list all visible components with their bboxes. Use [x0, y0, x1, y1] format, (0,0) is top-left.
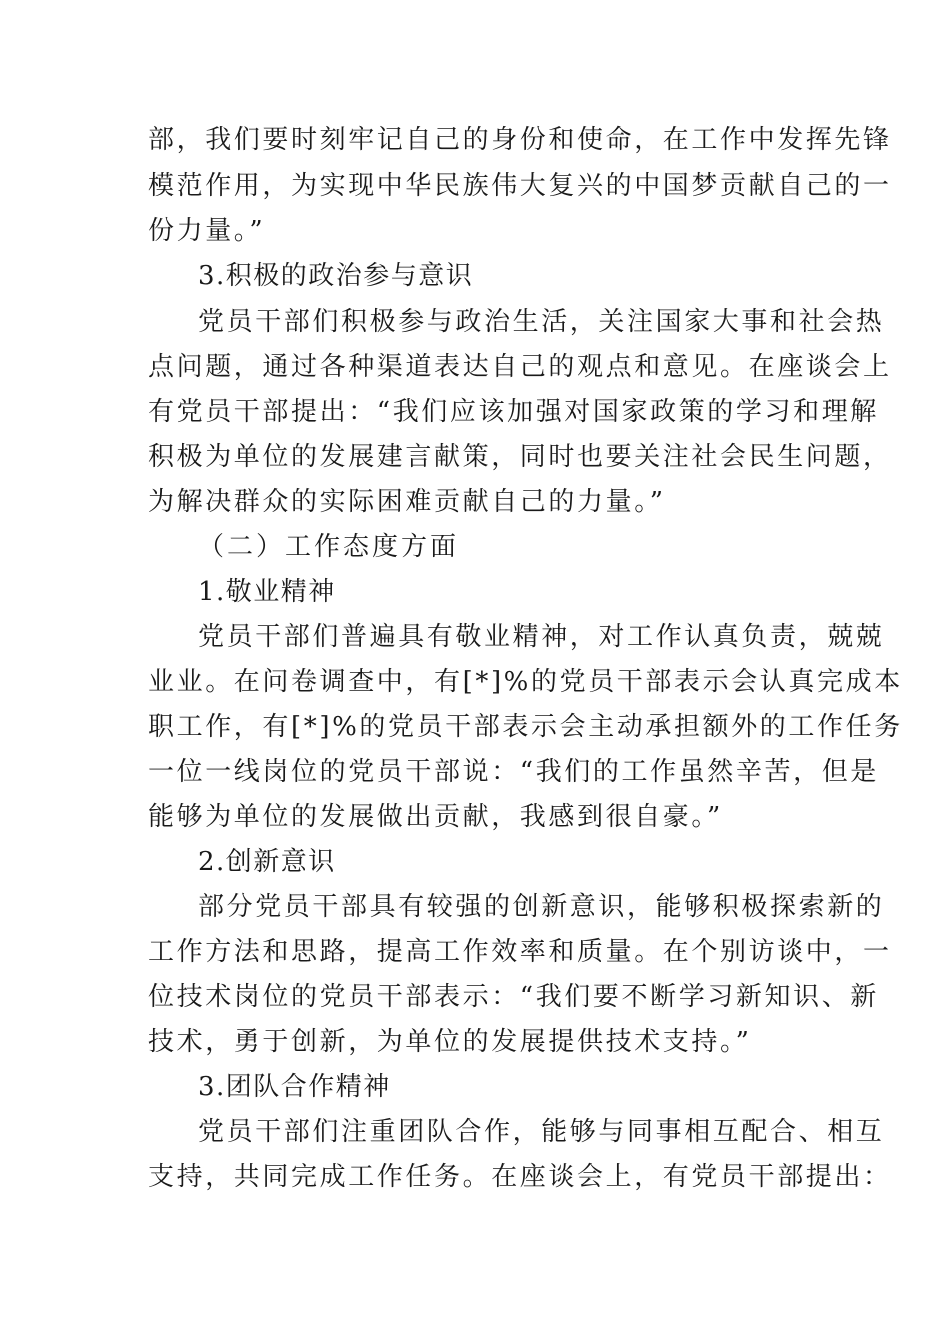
- paragraph-line: 模范作用，为实现中华民族伟大复兴的中国梦贡献自己的一: [148, 171, 892, 201]
- paragraph-line: 支持，共同完成工作任务。在座谈会上，有党员干部提出：: [148, 1162, 892, 1192]
- paragraph-line: 位技术岗位的党员干部表示：“我们要不断学习新知识、新: [148, 982, 879, 1012]
- paragraph-line: 党员干部们注重团队合作，能够与同事相互配合、相互: [198, 1117, 885, 1147]
- section-heading: 1.敬业精神: [198, 577, 336, 607]
- paragraph-line: 党员干部们普遍具有敬业精神，对工作认真负责，兢兢: [198, 622, 885, 652]
- paragraph-line: 一位一线岗位的党员干部说：“我们的工作虽然辛苦，但是: [148, 757, 879, 787]
- paragraph-line: 份力量。”: [148, 216, 266, 246]
- subsection-heading: （二）工作态度方面: [198, 532, 460, 562]
- paragraph-line: 有党员干部提出：“我们应该加强对国家政策的学习和理解: [148, 397, 879, 427]
- paragraph-line: 业业。在问卷调查中，有[*]%的党员干部表示会认真完成本: [148, 667, 903, 697]
- paragraph-line: 能够为单位的发展做出贡献，我感到很自豪。”: [148, 802, 723, 832]
- paragraph-line: 党员干部们积极参与政治生活，关注国家大事和社会热: [198, 307, 885, 337]
- paragraph-line: 积极为单位的发展建言献策，同时也要关注社会民生问题，: [148, 442, 892, 472]
- paragraph-line: 点问题，通过各种渠道表达自己的观点和意见。在座谈会上: [148, 352, 892, 382]
- section-heading: 3.团队合作精神: [198, 1072, 391, 1102]
- paragraph-line: 职工作，有[*]%的党员干部表示会主动承担额外的工作任务: [148, 712, 903, 742]
- paragraph-line: 技术，勇于创新，为单位的发展提供技术支持。”: [148, 1027, 752, 1057]
- paragraph-line: 工作方法和思路，提高工作效率和质量。在个别访谈中，一: [148, 937, 892, 967]
- paragraph-line: 部分党员干部具有较强的创新意识，能够积极探索新的: [198, 892, 885, 922]
- section-heading: 2.创新意识: [198, 847, 336, 877]
- paragraph-line: 部，我们要时刻牢记自己的身份和使命，在工作中发挥先锋: [148, 125, 892, 155]
- section-heading: 3.积极的政治参与意识: [198, 261, 474, 291]
- paragraph-line: 为解决群众的实际困难贡献自己的力量。”: [148, 487, 666, 517]
